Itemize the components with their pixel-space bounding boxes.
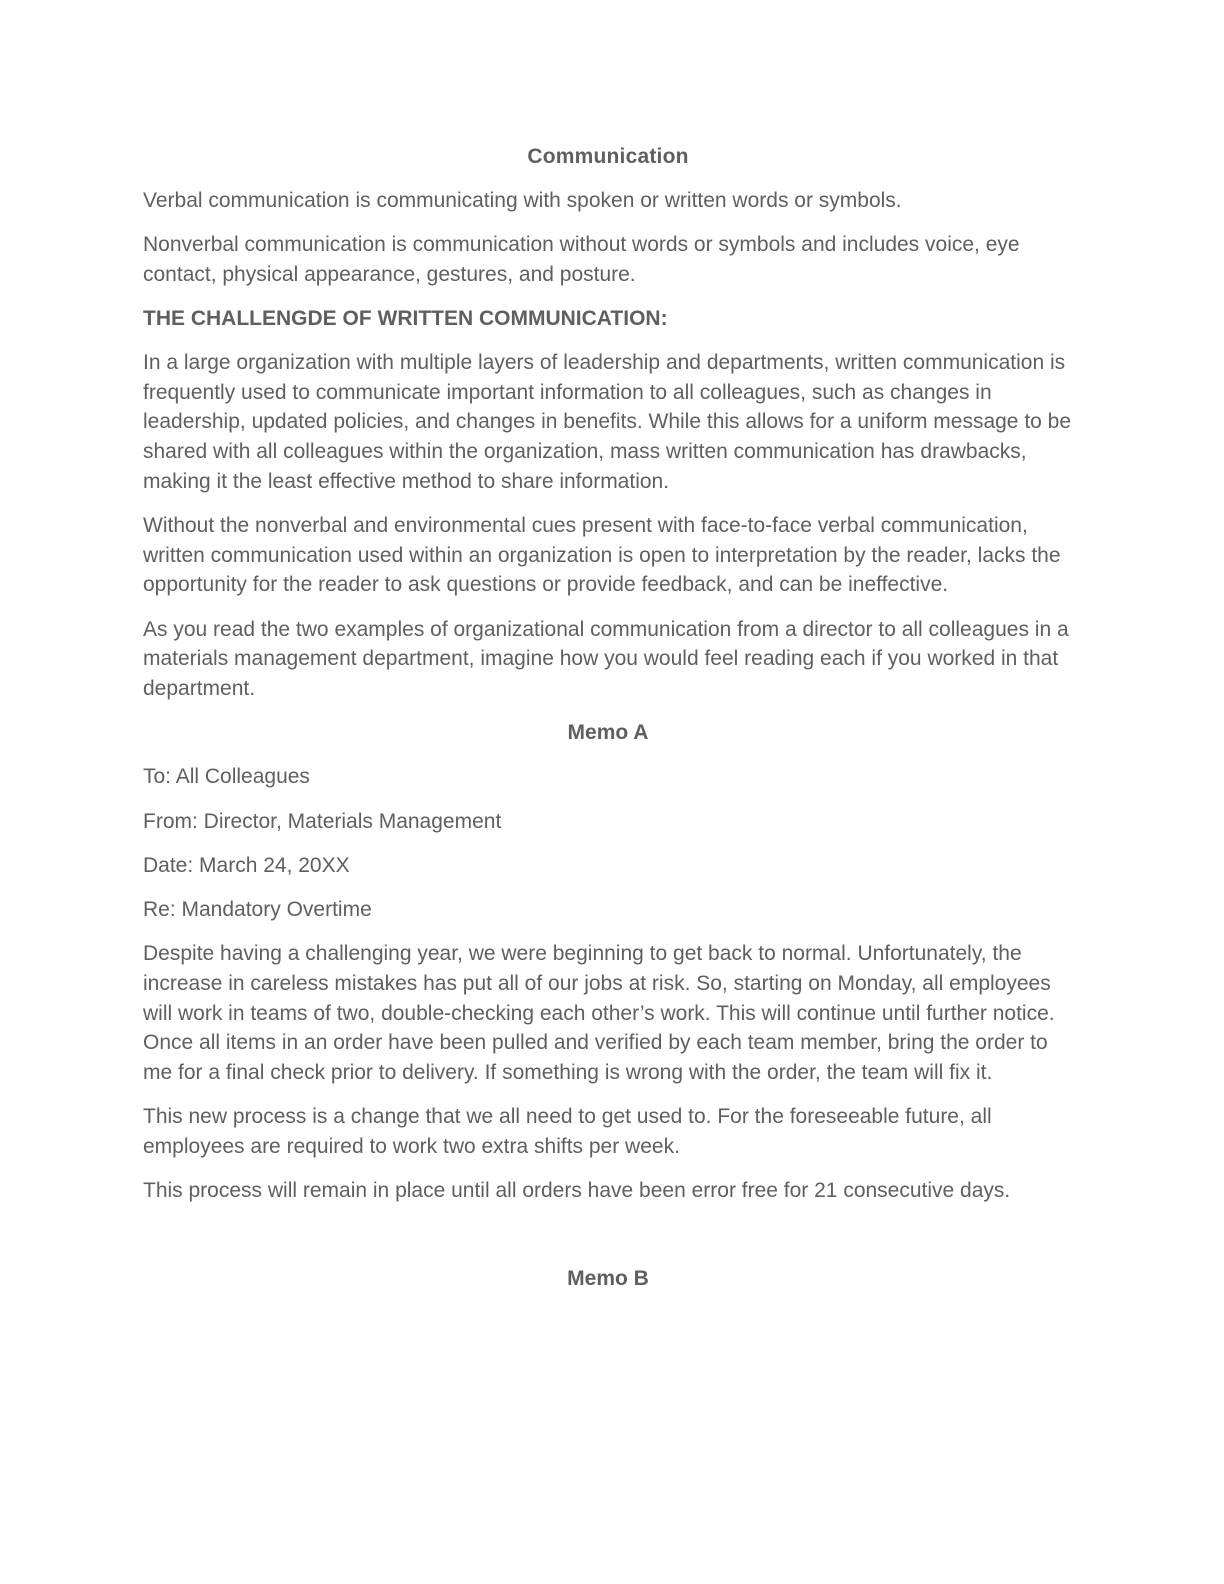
memo-a-title: Memo A bbox=[567, 721, 649, 745]
memo-a-from: From: Director, Materials Management bbox=[143, 809, 502, 833]
paragraph-nonverbal: Nonverbal communication is communication without words or symbols and includes voice, eye contact, physical appearance, gestures, and posture. bbox=[143, 232, 1020, 286]
memo-a-to: To: All Colleagues bbox=[143, 765, 310, 789]
memo-b-title: Memo B bbox=[567, 1266, 649, 1290]
memo-a-body-paragraph: Despite having a challenging year, we were beginning to get back to normal. Unfortunately, the increase in careless mistakes has put all of our jobs at risk. So, starting on Monday, all employees will work in teams of two, double-checking each other’s work. This will continue until further notice. Once all items in an order have been pulled and verified by each team member, bring the order to me for a final check prior to delivery. If something is wrong with the order, the team will fix it. bbox=[143, 942, 1055, 1085]
document-title: Communication bbox=[527, 145, 689, 168]
paragraph-examples-intro: As you read the two examples of organizational communication from a director to all colleagues in a materials management department, imagine how you would feel reading each if you worked in that department. bbox=[143, 617, 1069, 701]
memo-a-body-paragraph: This process will remain in place until all orders have been error free for 21 consecutive days. bbox=[143, 1179, 1011, 1203]
section-heading: THE CHALLENGDE OF WRITTEN COMMUNICATION: bbox=[143, 306, 668, 330]
paragraph-nonverbal-cues: Without the nonverbal and environmental cues present with face-to-face verbal communication, written communication used within an organization is open to interpretation by the reader, lacks the opportunity for the reader to ask questions or provide feedback, and can be ineffective. bbox=[143, 514, 1061, 597]
paragraph-verbal: Verbal communication is communicating with spoken or written words or symbols. bbox=[143, 188, 902, 212]
memo-a-date: Date: March 24, 20XX bbox=[143, 853, 350, 877]
document-page bbox=[143, 142, 1073, 1294]
paragraph-large-organization: In a large organization with multiple layers of leadership and departments, written communication is frequently used to communicate important information to all colleagues, such as changes in leadership, updated policies, and changes in benefits. While this allows for a uniform message to be shared with all colleagues within the organization, mass written communication has drawbacks, making it the least effective method to share information. bbox=[143, 351, 1072, 493]
memo-a-body-paragraph: This new process is a change that we all need to get used to. For the foreseeable future, all employees are required to work two extra shifts per week. bbox=[143, 1105, 992, 1158]
memo-a-re: Re: Mandatory Overtime bbox=[143, 898, 372, 922]
